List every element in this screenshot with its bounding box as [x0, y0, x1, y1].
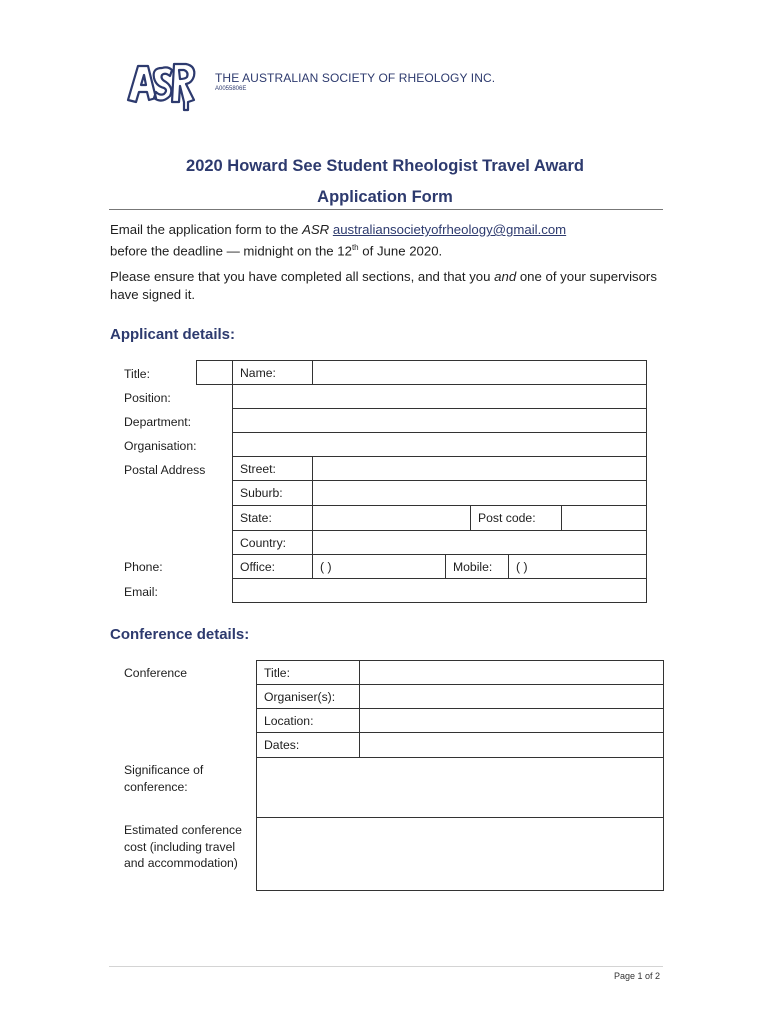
mobile-cell [445, 554, 509, 579]
deadline-superscript: th [351, 243, 359, 252]
cost-label: Estimated conference cost (including travel and accommodation) [124, 823, 242, 871]
completion-suffix: one of your supervisors have signed it. [110, 269, 657, 302]
dates-cell [256, 732, 360, 758]
form-title: 2020 Howard See Student Rheologist Travel Award [186, 157, 584, 175]
office-label: Office: [240, 559, 275, 574]
location-cell [256, 708, 360, 733]
name-label: Name: [240, 365, 276, 380]
deadline-text: before the deadline — midnight on the 12 [110, 243, 352, 259]
organisation-number: A0055806E [215, 86, 247, 92]
significance-label: Significance of conference: [124, 763, 204, 794]
postal-address-label: Postal Address [124, 463, 206, 477]
conf-title-field[interactable] [359, 660, 664, 685]
post-code-label: Post code: [478, 511, 536, 525]
office-area-code: ( ) [320, 559, 332, 574]
phone-label: Phone: [124, 560, 163, 574]
department-label: Department: [124, 415, 192, 429]
submission-instructions [110, 221, 670, 260]
country-cell [232, 530, 313, 555]
street-field[interactable] [312, 456, 647, 481]
email-link[interactable]: australiansocietyofrheology@gmail.com [332, 222, 567, 237]
significance-field[interactable] [256, 757, 664, 818]
office-cell [232, 554, 313, 579]
title-divider [109, 209, 663, 210]
mobile-phone-field[interactable] [508, 554, 647, 579]
conf-title-cell [256, 660, 360, 685]
conf-title-label: Title: [264, 665, 290, 680]
organisers-field[interactable] [359, 684, 664, 709]
footer-divider [109, 966, 663, 967]
applicant-details-heading: Applicant details: [110, 326, 236, 343]
suburb-label: Suburb: [240, 486, 283, 500]
location-label: Location: [264, 713, 314, 728]
title-field[interactable] [196, 360, 233, 385]
email-label: Email: [124, 585, 158, 599]
dates-label: Dates: [264, 738, 300, 752]
office-phone-field[interactable] [312, 554, 446, 579]
completion-text: Please ensure that you have completed all sections, and that you [110, 269, 495, 284]
state-cell [232, 505, 313, 531]
completion-note [110, 268, 670, 304]
completion-emphasis: and [494, 269, 517, 284]
position-field[interactable] [232, 384, 647, 409]
email-field[interactable] [232, 578, 647, 603]
mobile-label: Mobile: [453, 559, 493, 574]
dates-field[interactable] [359, 732, 664, 758]
suburb-field[interactable] [312, 480, 647, 506]
form-subtitle: Application Form [317, 188, 453, 206]
page-number: Page 1 of 2 [613, 971, 660, 981]
country-label: Country: [240, 535, 287, 550]
organisers-cell [256, 684, 360, 709]
organisation-label: Organisation: [124, 439, 197, 453]
name-field[interactable] [312, 360, 647, 385]
organisation-name: THE AUSTRALIAN SOCIETY OF RHEOLOGY INC. [215, 71, 496, 85]
asr-abbrev: ASR [302, 222, 330, 237]
street-label: Street: [240, 461, 276, 476]
state-label: State: [240, 511, 272, 525]
department-field[interactable] [232, 408, 647, 433]
asr-logo [122, 56, 202, 120]
organisation-field[interactable] [232, 432, 647, 457]
conference-details-heading: Conference details: [110, 626, 250, 643]
post-code-cell [470, 505, 562, 531]
conference-label: Conference [124, 666, 188, 680]
suburb-cell [232, 480, 313, 506]
deadline-suffix: of June 2020. [358, 243, 443, 259]
street-cell [232, 456, 313, 481]
title-label: Title: [124, 367, 150, 381]
state-field[interactable] [312, 505, 471, 531]
name-cell [232, 360, 313, 385]
location-field[interactable] [359, 708, 664, 733]
cost-field[interactable] [256, 817, 664, 891]
post-code-field[interactable] [561, 505, 647, 531]
instruction-text: Email the application form to the [110, 222, 303, 237]
organisers-label: Organiser(s): [264, 689, 336, 704]
mobile-area-code: ( ) [516, 559, 528, 574]
position-label: Position: [124, 391, 171, 405]
country-field[interactable] [312, 530, 647, 555]
